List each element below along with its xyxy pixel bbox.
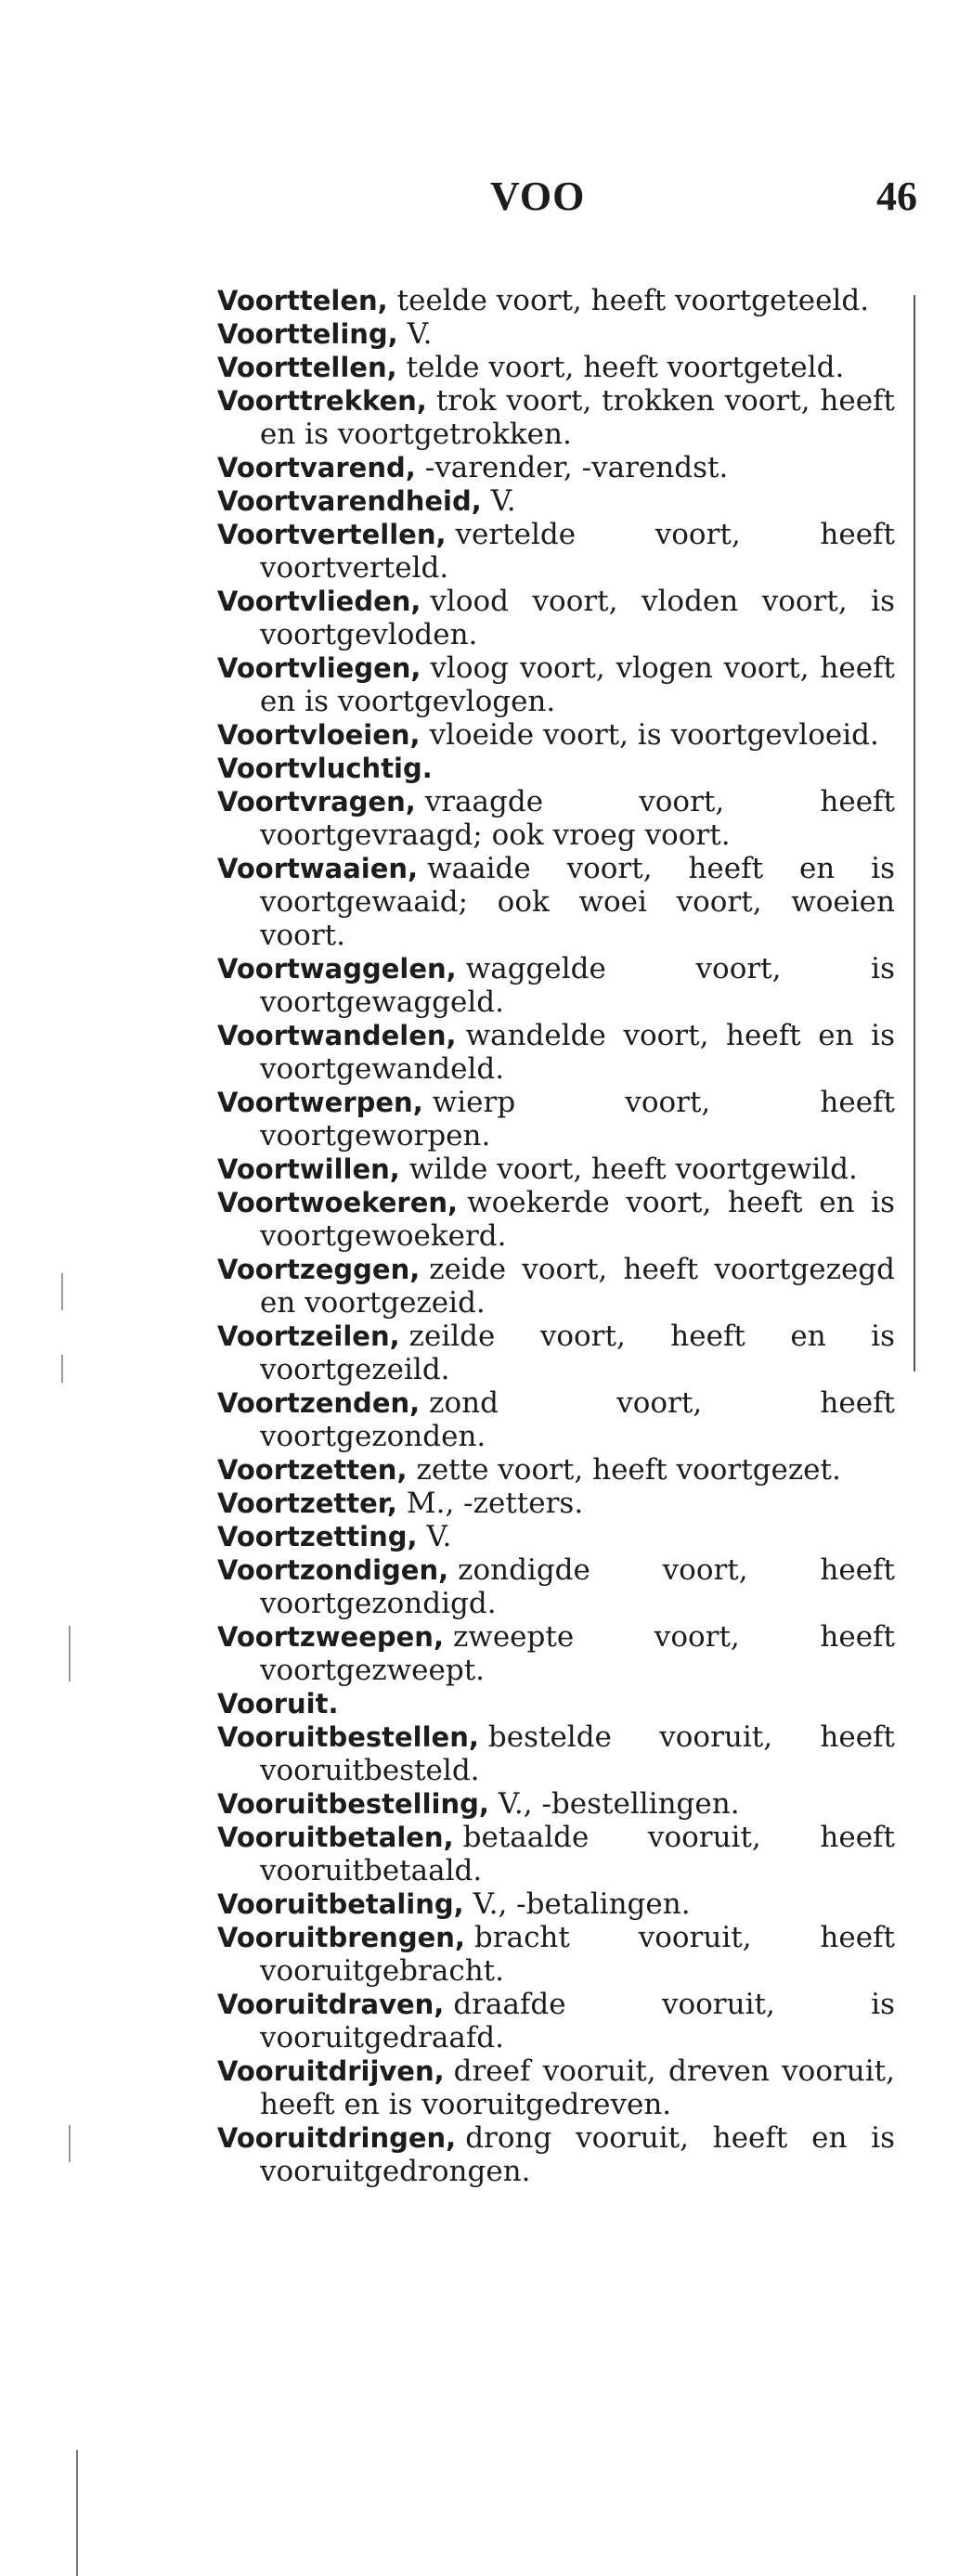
dictionary-entry [217, 351, 895, 384]
entry-headword: Voortvliegen, [217, 652, 421, 684]
entry-headword: Voortwerpen, [217, 1087, 423, 1118]
entry-headword: Voortvarend, [217, 452, 416, 483]
entry-definition: zette voort, heeft voortgezet. [416, 1453, 841, 1487]
entry-definition: draafde vooruit, is vooruitgedraafd. [260, 1988, 895, 2054]
entry-definition: vlood voort, vloden voort, is voortgevloden. [260, 585, 895, 651]
dictionary-entry [217, 1720, 895, 1787]
dictionary-entry [217, 1320, 895, 1386]
entry-headword: Voortzeggen, [217, 1254, 421, 1285]
entry-headword: Voortwaggelen, [217, 953, 457, 985]
page-number: 46 [876, 174, 917, 219]
dictionary-entry [217, 1921, 895, 1988]
entry-headword: Voortzweepen, [217, 1621, 444, 1653]
entry-definition: wilde voort, heeft voortgewild. [408, 1153, 858, 1186]
entry-headword: Vooruitdraven, [217, 1989, 445, 2020]
entry-definition: waggelde voort, is voortgewaggeld. [260, 952, 895, 1019]
entry-definition: telde voort, heeft voortgeteld. [406, 351, 845, 384]
entry-definition: V. [426, 1520, 452, 1553]
entry-definition: V., -bestellingen. [498, 1787, 740, 1821]
entry-headword: Voortwillen, [217, 1153, 400, 1185]
entry-definition: wierp voort, heeft voortgeworpen. [260, 1086, 895, 1153]
entry-headword: Voortvragen, [217, 786, 416, 818]
entry-definition: dreef vooruit, dreven vooruit, heeft en is vooruitgedreven. [260, 2054, 895, 2121]
dictionary-entry [217, 585, 895, 651]
entry-headword: Voorttelen, [217, 285, 388, 316]
dictionary-entry [217, 852, 895, 952]
dictionary-entry [217, 284, 895, 317]
dictionary-entry [217, 384, 895, 451]
entry-definition: vloeide voort, is voortgevloeid. [429, 718, 879, 752]
dictionary-entry [217, 1453, 895, 1487]
dictionary-entry [217, 952, 895, 1019]
header-title: VOO [490, 174, 586, 219]
entry-definition: bestelde vooruit, heeft vooruitbesteld. [260, 1720, 895, 1787]
entry-headword: Voorttrekken, [217, 385, 427, 417]
entry-headword: Voortzenden, [217, 1387, 421, 1419]
dictionary-entry [217, 317, 895, 351]
entry-headword: Vooruitdrijven, [217, 2055, 445, 2087]
entry-definition: waaide voort, heeft en is voortgewaaid; ook woei voort, woeien voort. [260, 852, 895, 952]
entry-headword: Voortvertellen, [217, 519, 447, 550]
dictionary-entry [217, 785, 895, 852]
entry-definition: V., -betalingen. [473, 1887, 691, 1921]
entry-headword: Voortvarendheid, [217, 485, 482, 517]
entry-definition: drong vooruit, heeft en is vooruitgedrongen. [260, 2121, 895, 2188]
dictionary-entry [217, 1487, 895, 1520]
dictionary-entry [217, 1019, 895, 1086]
entry-definition: zeide voort, heeft voortgezegd en voortgezeid. [260, 1253, 895, 1320]
entry-headword: Vooruitbetalen, [217, 1822, 454, 1853]
entry-definition: V. [490, 484, 516, 518]
dictionary-entry [217, 2054, 895, 2121]
entry-definition: zweepte voort, heeft voortgezweept. [260, 1620, 895, 1687]
entry-definition: betaalde vooruit, heeft vooruitbetaald. [260, 1821, 895, 1887]
dictionary-entry [217, 1887, 895, 1921]
dictionary-entry [217, 1553, 895, 1620]
entry-headword: Voortwaaien, [217, 853, 419, 884]
entry-definition: -varender, -varendst. [424, 451, 729, 484]
entry-headword: Voortzetter, [217, 1488, 397, 1519]
entry-headword: Voortvluchtig. [217, 753, 433, 784]
margin-mark [69, 1626, 71, 1681]
dictionary-entry [217, 718, 895, 752]
entry-headword: Vooruit. [217, 1688, 339, 1719]
entry-definition: bracht vooruit, heeft vooruitgebracht. [260, 1921, 895, 1988]
entry-headword: Voortteling, [217, 318, 398, 350]
entry-headword: Voortzetting, [217, 1521, 418, 1552]
entry-definition: V. [407, 317, 433, 351]
dictionary-entry [217, 752, 895, 785]
dictionary-entry [217, 1086, 895, 1153]
margin-mark [61, 1273, 63, 1310]
dictionary-entry [217, 1386, 895, 1453]
dictionary-entry [217, 1821, 895, 1887]
entry-headword: Voortvloeien, [217, 719, 421, 751]
margin-mark [61, 1355, 63, 1383]
dictionary-entry [217, 1520, 895, 1553]
dictionary-entry [217, 451, 895, 484]
dictionary-entries [217, 284, 895, 2188]
entry-headword: Voorttellen, [217, 352, 397, 383]
entry-headword: Voortwandelen, [217, 1020, 457, 1051]
entry-headword: Voortzeilen, [217, 1320, 400, 1352]
entry-headword: Vooruitbetaling, [217, 1888, 464, 1920]
entry-definition: vertelde voort, heeft voortverteld. [260, 518, 895, 585]
entry-definition: wandelde voort, heeft en is voortgewandeld. [260, 1019, 895, 1086]
entry-definition: trok voort, trokken voort, heeft en is voortgetrokken. [260, 384, 895, 451]
entry-headword: Vooruitbrengen, [217, 1922, 465, 1953]
margin-mark [69, 2125, 71, 2162]
entry-definition: zondigde voort, heeft voortgezondigd. [260, 1553, 895, 1620]
dictionary-entry [217, 1787, 895, 1821]
entry-headword: Voortvlieden, [217, 586, 421, 617]
dictionary-entry [217, 1186, 895, 1253]
column-rule [914, 295, 915, 1372]
entry-definition: zeilde voort, heeft en is voortgezeild. [260, 1320, 895, 1386]
entry-headword: Voortzetten, [217, 1454, 408, 1486]
dictionary-entry [217, 518, 895, 585]
dictionary-entry [217, 1620, 895, 1687]
entry-definition: zond voort, heeft voortgezonden. [260, 1386, 895, 1453]
dictionary-entry [217, 484, 895, 518]
dictionary-entry [217, 1253, 895, 1320]
dictionary-entry [217, 2121, 895, 2188]
entry-headword: Vooruitdringen, [217, 2122, 457, 2154]
dictionary-entry [217, 1988, 895, 2054]
entry-definition: vloog voort, vlogen voort, heeft en is voortgevlogen. [260, 651, 895, 718]
entry-definition: teelde voort, heeft voortgeteeld. [396, 284, 870, 317]
entry-headword: Vooruitbestelling, [217, 1788, 489, 1820]
dictionary-entry [217, 1153, 895, 1186]
dictionary-entry [217, 1687, 895, 1720]
entry-headword: Voortwoekeren, [217, 1187, 459, 1218]
margin-rule [76, 2450, 78, 2576]
dictionary-entry [217, 651, 895, 718]
entry-definition: woekerde voort, heeft en is voortgewoekerd. [260, 1186, 895, 1253]
entry-headword: Vooruitbestellen, [217, 1721, 479, 1753]
entry-headword: Voortzondigen, [217, 1554, 449, 1586]
entry-definition: vraagde voort, heeft voortgevraagd; ook vroeg voort. [260, 785, 895, 852]
entry-definition: M., -zetters. [406, 1487, 584, 1520]
